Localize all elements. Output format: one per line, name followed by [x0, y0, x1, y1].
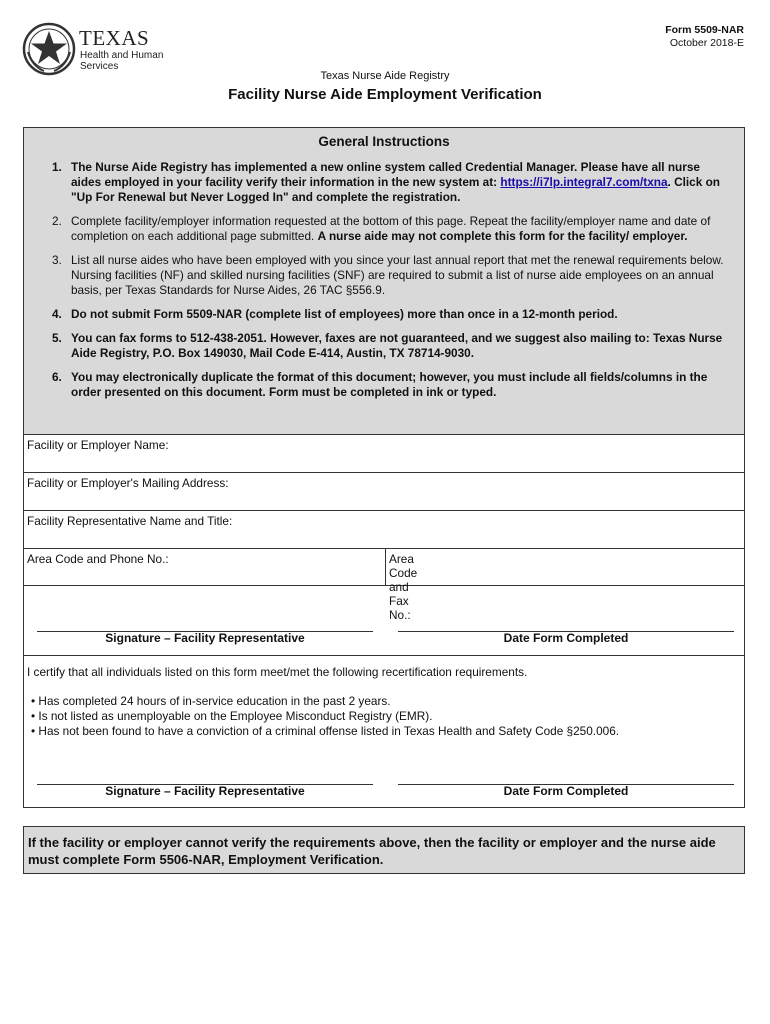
instruction-item: 4. Do not submit Form 5509-NAR (complete list of employees) more than once in a 12-month period.	[52, 307, 618, 321]
phone-label: Area Code and Phone No.:	[27, 552, 169, 566]
certification-section	[23, 656, 745, 808]
form-date: October 2018-E	[669, 37, 744, 49]
facility-name-field[interactable]	[23, 435, 745, 473]
instruction-item: 1. The Nurse Aide Registry has implemented a new online system called Credential Manager. Please have all nurse aides employed in your facility verify their information in the new system at: https://i7lp.integral7.com/txna. Click on "Up For Renewal but Never Logged In" and complete the registration.	[52, 160, 720, 204]
instruction-item: 3. List all nurse aides who have been employed with you since your last annual report that met the renewal requirements below. Nursing facilities (NF) and skilled nursing facilities (SNF) are required to submit a list of nurse aide employees on an annual basis, per Texas Standards for Nurse Aides, 26 TAC §556.9.	[52, 253, 724, 297]
page-title: Facility Nurse Aide Employment Verification	[228, 86, 542, 103]
general-instructions	[23, 127, 745, 435]
logo-title: TEXAS	[79, 26, 150, 50]
instruction-item: 5. You can fax forms to 512-438-2051. However, faxes are not guaranteed, and we suggest also mailing to: Texas Nurse Aide Registry, P.O. Box 149030, Mail Code E-414, Austin, TX 78714-9030.	[52, 331, 723, 360]
date-caption: Date Form Completed	[503, 784, 629, 798]
signature-caption: Signature – Facility Representative	[105, 631, 305, 645]
logo-subtitle: Health and Human Services	[80, 50, 164, 72]
form-number: Form 5509-NAR	[665, 24, 744, 36]
certification-intro: I certify that all individuals listed on this form meet/met the following recertification requirements.	[27, 665, 528, 679]
certification-bullet: • Is not listed as unemployable on the Employee Misconduct Registry (EMR).	[31, 709, 619, 724]
agency-name: Texas Nurse Aide Registry	[320, 70, 450, 82]
instructions-title: General Instructions	[318, 134, 450, 149]
instruction-item: 2. Complete facility/employer information requested at the bottom of this page. Repeat the facility/employer name and date of completion on each additional page submitted. A nurse aide may not complete this form for the facility/ employer.	[52, 214, 711, 243]
instructions-list	[52, 160, 730, 409]
representative-field[interactable]	[23, 511, 745, 549]
certification-bullet: • Has completed 24 hours of in-service education in the past 2 years.	[31, 694, 619, 709]
credential-manager-link[interactable]: https://i7lp.integral7.com/txna	[500, 175, 668, 189]
mailing-address-label: Facility or Employer's Mailing Address:	[27, 476, 229, 490]
phone-fax-row	[23, 549, 745, 622]
certification-bullet: • Has not been found to have a conviction of a criminal offense listed in Texas Health and Safety Code §250.006.	[31, 724, 619, 739]
signature-caption: Signature – Facility Representative	[105, 784, 305, 798]
certification-bullets	[31, 694, 619, 739]
form-number-block	[665, 24, 744, 50]
texas-seal-icon	[22, 22, 76, 76]
fax-field[interactable]	[385, 549, 418, 622]
fax-label: Area Code and Fax No.:	[389, 552, 418, 622]
date-caption: Date Form Completed	[503, 631, 629, 645]
representative-label: Facility Representative Name and Title:	[27, 514, 233, 528]
signature-row-1	[23, 586, 745, 656]
instruction-item: 6. You may electronically duplicate the format of this document; however, you must include all fields/columns in the order presented on this document. Form must be completed in ink or typed.	[52, 370, 708, 399]
verification-notice: If the facility or employer cannot verify the requirements above, then the facility or employer and the nurse aide must complete Form 5506-NAR, Employment Verification.	[23, 826, 745, 874]
mailing-address-field[interactable]	[23, 473, 745, 511]
facility-name-label: Facility or Employer Name:	[27, 438, 169, 452]
